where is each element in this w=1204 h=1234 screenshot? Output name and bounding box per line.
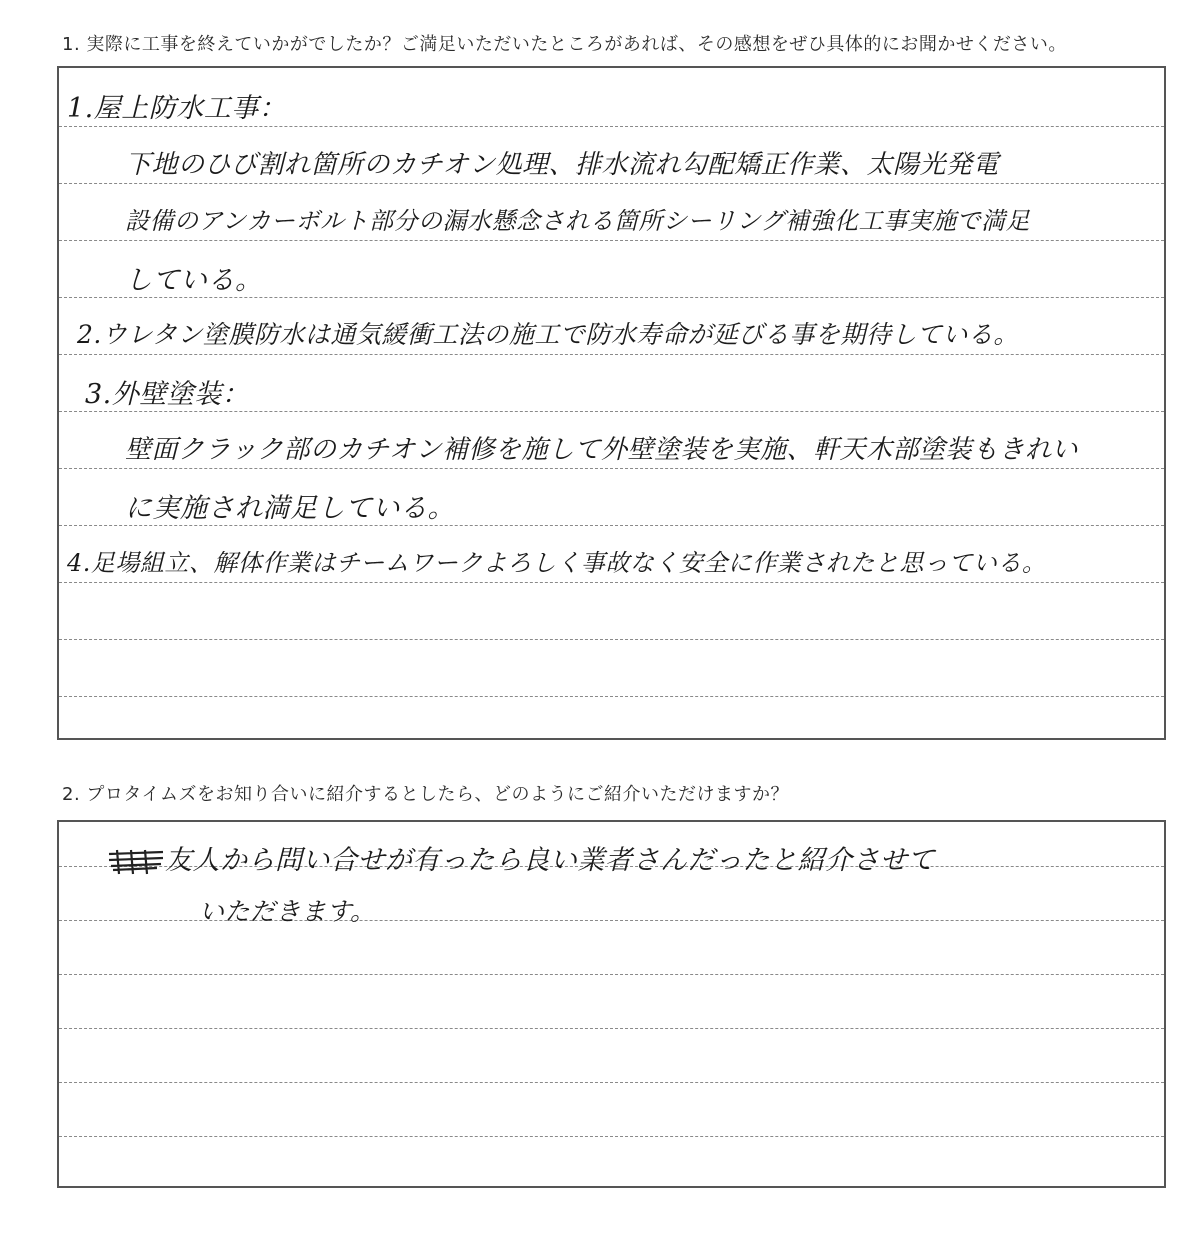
ruled-line — [59, 1136, 1164, 1137]
answer-1-line: 壁面クラック部のカチオン補修を施して外壁塗装を実施、軒天木部塗装もきれい — [125, 435, 1078, 465]
ruled-line — [59, 126, 1164, 127]
ruled-line — [59, 468, 1164, 469]
ruled-line — [59, 183, 1164, 184]
ruled-line — [59, 974, 1164, 975]
question-1: 1. 実際に工事を終えていかがでしたか？ご満足いただいたところがあれば、その感想をぜひ具体的にお聞かせください。 — [62, 34, 1067, 55]
ruled-line — [59, 240, 1164, 241]
question-2: 2. プロタイムズをお知り合いに紹介するとしたら、どのようにご紹介いただけますか？ — [62, 784, 790, 805]
ruled-line — [59, 411, 1164, 412]
answer-box-2 — [57, 820, 1166, 1188]
answer-1-line: 3.外壁塗装： — [85, 379, 250, 410]
answer-1-line: 1.屋上防水工事： — [67, 93, 287, 124]
ruled-line — [59, 696, 1164, 697]
ruled-line — [59, 582, 1164, 583]
answer-1-line: 4.足場組立、解体作業はチームワークよろしく事故なく安全に作業されたと思っている。 — [67, 549, 1047, 577]
ruled-line — [59, 1028, 1164, 1029]
ruled-line — [59, 354, 1164, 355]
ruled-line — [59, 297, 1164, 298]
answer-1-line: 2.ウレタン塗膜防水は通気緩衝工法の施工で防水寿命が延びる事を期待している。 — [77, 320, 1019, 349]
answer-1-line: 設備のアンカーボルト部分の漏水懸念される箇所シーリング補強化工事実施で満足 — [125, 207, 1031, 235]
answer-box-1 — [57, 66, 1166, 740]
ruled-line — [59, 525, 1164, 526]
answer-1-line: 下地のひび割れ箇所のカチオン処理、排水流れ勾配矯正作業、太陽光発電 — [125, 150, 999, 180]
ruled-line — [59, 1082, 1164, 1083]
answer-1-line: に実施され満足している。 — [125, 493, 455, 524]
answer-2-line: いただきます。 — [199, 897, 376, 926]
scribble-mark — [107, 846, 165, 876]
ruled-line — [59, 639, 1164, 640]
answer-1-line: している。 — [125, 265, 263, 296]
answer-2-line: 友人から問い合せが有ったら良い業者さんだったと紹介させて — [165, 845, 935, 876]
